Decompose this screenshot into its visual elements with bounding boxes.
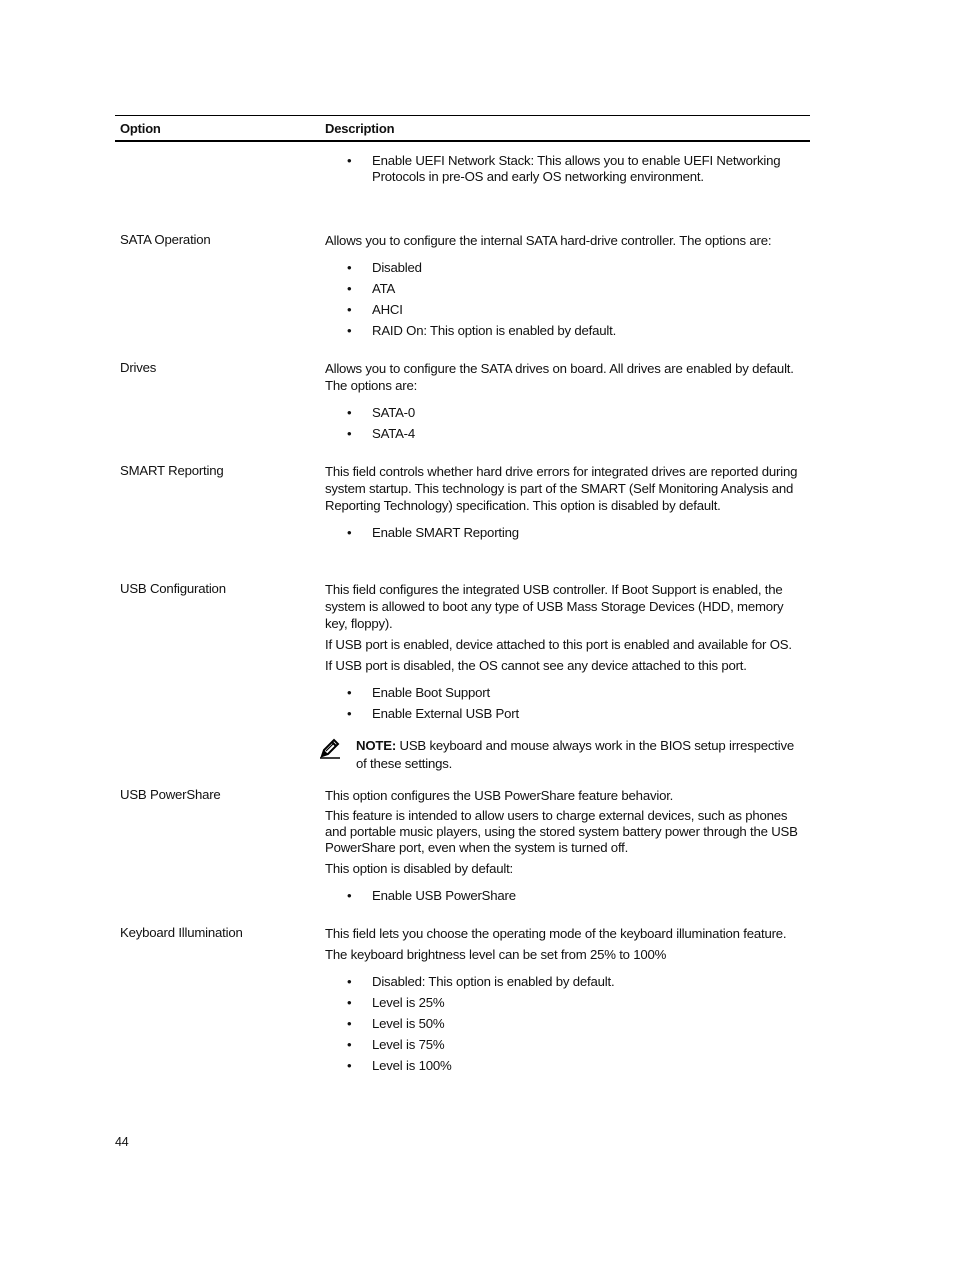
option-label: SATA Operation <box>120 232 211 247</box>
description-cell <box>325 787 807 906</box>
description-cell <box>325 463 807 543</box>
description-cell <box>325 360 807 444</box>
description-text: Allows you to configure the SATA drives on board. All drives are enabled by default. The options are: <box>325 361 794 393</box>
list-item: • Enable UEFI Network Stack: This allows you to enable UEFI Networking Protocols in pre-OS and early OS networking environment. <box>325 153 807 185</box>
header-option: Option <box>120 121 161 136</box>
option-label: Keyboard Illumination <box>120 925 243 940</box>
note-label: NOTE: <box>356 738 397 753</box>
description-cell <box>325 581 807 773</box>
list-item: • Enable SMART Reporting <box>325 522 807 543</box>
option-list <box>325 682 807 724</box>
list-item: • Enable External USB Port <box>325 703 807 724</box>
list-item: • Level is 50% <box>325 1013 807 1034</box>
table-header <box>115 115 810 142</box>
option-list <box>325 402 807 444</box>
note-box <box>325 737 807 773</box>
option-list <box>325 971 807 1076</box>
description-text: This option configures the USB PowerShare feature behavior. <box>325 788 674 803</box>
description-text: This feature is intended to allow users to charge external devices, such as phones and portable music players, using the stored system battery power through the USB PowerShare port, even when the system is turned off. <box>325 808 798 855</box>
header-description: Description <box>325 121 395 136</box>
list-item: • Level is 100% <box>325 1055 807 1076</box>
list-item: • Enable Boot Support <box>325 682 807 703</box>
option-label: Drives <box>120 360 157 375</box>
option-list <box>325 522 807 543</box>
list-item: • SATA-4 <box>325 423 807 444</box>
description-text: Allows you to configure the internal SATA hard-drive controller. The options are: <box>325 233 772 248</box>
option-label: SMART Reporting <box>120 463 224 478</box>
description-text: This field lets you choose the operating mode of the keyboard illumination feature. <box>325 926 787 941</box>
list-item: • AHCI <box>325 299 807 320</box>
list-item: • Level is 25% <box>325 992 807 1013</box>
bios-options-table <box>115 115 810 1073</box>
description-text: This field controls whether hard drive errors for integrated drives are reported during system startup. This technology is part of the SMART (Self Monitoring Analysis and Reporting Technology) specification. This option is disabled by default. <box>325 464 798 513</box>
description-cell <box>325 232 807 341</box>
description-cell <box>325 925 807 1076</box>
note-text: USB keyboard and mouse always work in the BIOS setup irrespective of these settings. <box>356 738 795 771</box>
list-item: • ATA <box>325 278 807 299</box>
list-item: • Disabled: This option is enabled by default. <box>325 971 807 992</box>
page-number: 44 <box>115 1135 129 1149</box>
option-list <box>325 257 807 341</box>
description-cell <box>325 153 807 185</box>
description-text: This option is disabled by default: <box>325 861 513 876</box>
list-item: • Disabled <box>325 257 807 278</box>
list-item: • RAID On: This option is enabled by default. <box>325 320 807 341</box>
pencil-note-icon <box>319 737 341 759</box>
option-label: USB PowerShare <box>120 787 221 802</box>
description-text: If USB port is enabled, device attached to this port is enabled and available for OS. <box>325 637 792 652</box>
list-item: • Enable USB PowerShare <box>325 885 807 906</box>
option-list <box>325 885 807 906</box>
description-text: If USB port is disabled, the OS cannot see any device attached to this port. <box>325 658 747 673</box>
option-list <box>325 153 807 185</box>
description-text: This field configures the integrated USB controller. If Boot Support is enabled, the system is allowed to boot any type of USB Mass Storage Devices (HDD, memory key, floppy). <box>325 582 784 631</box>
option-label: USB Configuration <box>120 581 226 596</box>
list-item: • Level is 75% <box>325 1034 807 1055</box>
list-item: • SATA-0 <box>325 402 807 423</box>
description-text: The keyboard brightness level can be set from 25% to 100% <box>325 947 667 962</box>
